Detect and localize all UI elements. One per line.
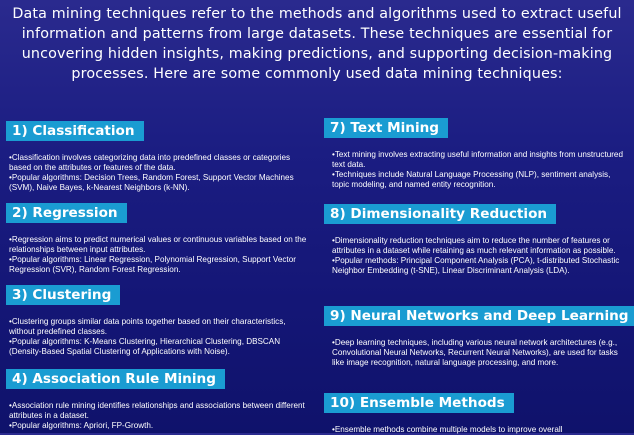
section-clustering [0,285,318,357]
bullet-line: •Popular algorithms: K-Means Clustering, Hierarchical Clustering, DBSCAN (Density-Based Spatial Clustering of Applications with Noise). [9,337,281,356]
intro-paragraph: Data mining techniques refer to the methods and algorithms used to extract useful information and patterns from large datasets. These techniques are essential for uncovering hidden insights, making predictions, and supporting decision-making processes. Here are some commonly used data mining techniques: [12,6,622,82]
bullet-line: •Association rule mining identifies relationships and associations between different attributes in a dataset. [9,401,305,420]
bullet-line: •Classification involves categorizing data into predefined classes or categories based on the attributes or features of the data. [9,153,291,172]
section-body-text-mining [332,150,634,190]
bullet-line: •Text mining involves extracting useful information and insights from unstructured text data. [332,150,623,169]
section-text-mining [316,118,634,190]
bullet-line: •Popular algorithms: Decision Trees, Random Forest, Support Vector Machines (SVM), Naive Bayes, k-Nearest Neighbors (k-NN). [9,173,294,192]
section-classification [0,121,318,193]
bullet-line: •Clustering groups similar data points together based on their characteristics, without predefined classes. [9,317,286,336]
section-body-regression [9,235,318,275]
section-regression [0,203,318,275]
section-body-neural-networks [332,338,634,368]
section-title-association-rule-mining: 4) Association Rule Mining [6,369,225,389]
section-body-clustering [9,317,318,357]
bullet-line: •Deep learning techniques, including various neural network architectures (e.g., Convolutional Neural Networks, Recurrent Neural Networks), are used for tasks like image recognition, natural language processing, and more. [332,338,618,367]
bullet-line: •Popular algorithms: Apriori, FP-Growth. [9,421,154,430]
section-body-dimensionality-reduction [332,236,634,276]
section-body-association-rule-mining [9,401,318,431]
bullet-line: •Techniques include Natural Language Processing (NLP), sentiment analysis, topic modeling, and named entity recognition. [332,170,611,189]
section-title-clustering: 3) Clustering [6,285,120,305]
section-ensemble-methods [316,393,634,435]
section-association-rule-mining [0,369,318,431]
bullet-line: •Ensemble methods combine multiple models to improve overall [332,425,563,434]
section-title-neural-networks: 9) Neural Networks and Deep Learning [324,306,634,326]
section-dimensionality-reduction [316,204,634,276]
bullet-line: •Regression aims to predict numerical values or continuous variables based on the relationships between input attributes. [9,235,307,254]
section-title-regression: 2) Regression [6,203,127,223]
section-title-classification: 1) Classification [6,121,144,141]
section-title-ensemble-methods: 10) Ensemble Methods [324,393,514,413]
section-body-classification [9,153,318,193]
bullet-line: •Popular methods: Principal Component Analysis (PCA), t-distributed Stochastic Neighbor Embedding (t-SNE), Linear Discriminant Analysis (LDA). [332,256,620,275]
bullet-line: •Popular algorithms: Linear Regression, Polynomial Regression, Support Vector Regression (SVR), Random Forest Regression. [9,255,296,274]
section-title-dimensionality-reduction: 8) Dimensionality Reduction [324,204,556,224]
section-body-ensemble-methods [332,425,634,435]
section-neural-networks [316,306,634,368]
bullet-line: •Dimensionality reduction techniques aim to reduce the number of features or attributes in a dataset while retaining as much relevant information as possible. [332,236,616,255]
section-title-text-mining: 7) Text Mining [324,118,448,138]
